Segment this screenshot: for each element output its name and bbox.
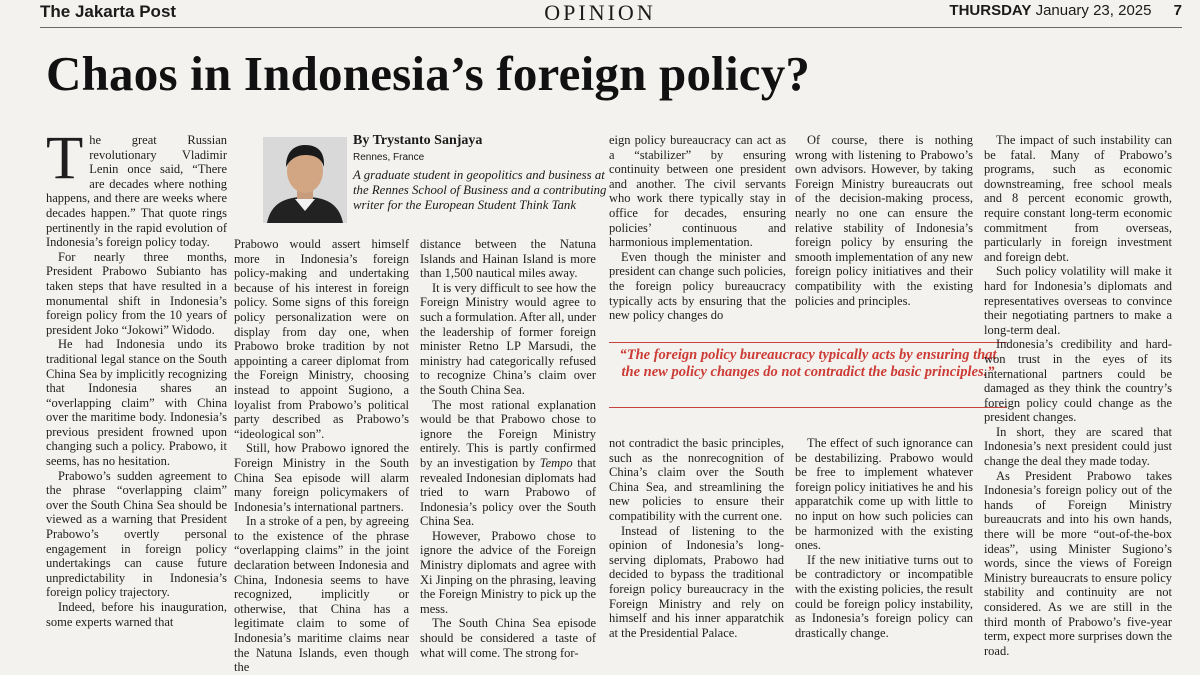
article-paragraph: If the new initiative turns out to be contradictory or incompatible with the existing policies, the result could be foreign policy instability, as Indonesia’s foreign policy can drastically change. [795,552,973,640]
article-paragraph: He had Indonesia undo its traditional legal stance on the South China Sea by implicitly recognizing that Indonesia shares an “overlapping claim” with China over the maritime body. Indonesia’s previous president frowned upon changing such a policy. Prabowo, it seems, has no hesitation. [46,337,227,469]
masthead [0,0,1200,26]
author-photo [263,137,347,223]
paragraph-text: he great Russian revolutionary Vladimir Lenin once said, “There are decades where nothing happens, and there are weeks where decades happen.” That quote rings pertinently in the rapid evolution of Indonesia’s foreign policy today. [46,133,227,250]
article-paragraph: Prabowo’s sudden agreement to the phrase “overlapping claim” over the South China Sea should be viewed as a warning that President Prabowo’s overtly personal engagement in foreign policy undertakings can cause future unpredictability in Indonesia’s foreign policy trajectory. [46,468,227,600]
article-paragraph: Such policy volatility will make it hard for Indonesia’s diplomats and representatives overseas to convince their negotiating partners to make a long-term deal. [984,264,1172,337]
article-column-3 [420,237,596,660]
headline: Chaos in Indonesia’s foreign policy? [46,46,811,101]
article-paragraph: For nearly three months, President Prabowo Subianto has taken steps that have resulted in a monumental shift in Indonesia’s foreign policy from the 10 years of president Joko “Jokowi” Widodo. [46,249,227,337]
paper-name[interactable]: The Jakarta Post [40,2,177,21]
article-paragraph: Indeed, before his inauguration, some experts warned that [46,600,227,629]
issue-date [949,2,1182,19]
section-label: OPINION [544,0,656,25]
article-paragraph: As President Prabowo takes Indonesia’s foreign policy out of the hands of Foreign Ministry bureaucrats and into his own hands, there will be more “out-of-the-box ideas”, using Minister Sugiono’s words, since the views of Foreign Ministry bureaucrats to ensure policy stability and continuity are not considered. As we are still in the third month of Prabowo’s five-year term, expect more surprises down the road. [984,468,1172,658]
article-paragraph: Even though the minister and president can change such policies, the foreign policy bureaucracy typically acts by ensuring that the new policy changes do [609,249,786,323]
article-column-5-continued [795,436,973,640]
article-column-1 [46,125,227,629]
paragraph-text: The most rational explanation would be that Prabowo chose to ignore the Foreign Ministry entirely. This is partly confirmed by an investigation by [420,397,596,470]
masthead-rule [40,27,1182,28]
article-paragraph: The South China Sea episode should be considered a taste of what will come. The strong for- [420,616,596,660]
article-paragraph [46,125,227,250]
article-column-6 [984,133,1172,658]
paragraph-text: that revealed Indonesian diplomats had tried to warn Prabowo of Indonesia’s policy over the South China Sea. [420,455,597,529]
issue-date-text: January 23, 2025 [1035,2,1152,19]
author-box [233,133,608,230]
article-column-5 [795,133,973,308]
article-column-4 [609,133,786,323]
author-byline[interactable]: By Trystanto Sanjaya [353,133,483,148]
article-paragraph: However, Prabowo chose to ignore the advice of the Foreign Ministry diplomats and agree with Xi Jinping on the phrasing, leaving the Foreign Ministry to pick up the mess. [420,528,596,616]
pull-quote-text: “The foreign policy bureaucracy typically acts by ensuring that the new policy changes do not contradict the basic principles.” [619,347,997,380]
publication-name: Tempo [539,455,573,470]
article-paragraph: It is very difficult to see how the Foreign Ministry would agree to such a formulation. After all, under the leadership of former foreign minister Retno LP Marsudi, the ministry had categorically refused to recognize China’s claim over the South China Sea. [420,280,596,397]
article-paragraph: Instead of listening to the opinion of Indonesia’s long-serving diplomats, Prabowo had decided to bypass the traditional foreign policy bureaucracy in the Foreign Ministry and rely on himself and his inner apparatchik at the Presidential Palace. [609,523,784,640]
page-number: 7 [1173,2,1182,19]
article-paragraph: Indonesia’s credibility and hard-won trust in the eyes of its international partners could be damaged as they think the country’s foreign policy could change as the president changes. [984,337,1172,425]
article-paragraph: Prabowo would assert himself more in Indonesia’s foreign policy-making and undertaking because of his interest in foreign policy. Some signs of this foreign policy personalization were on display from day one, when Prabowo broke tradition by not appointing a career diplomat from the Foreign Ministry, choosing instead to appoint Sugiono, a loyalist from Prabowo’s political party described as Prabowo’s “ideological son”. [234,237,409,441]
article-paragraph: not contradict the basic principles, such as the nonrecognition of China’s claim over the South China Sea, and streamlining the new policies to ensure their compatibility with the current one. [609,436,784,523]
article-column-2 [234,237,409,675]
pull-quote [609,342,1007,408]
article-paragraph: Of course, there is nothing wrong with listening to Prabowo’s own advisors. However, by taking Foreign Ministry bureaucrats out of the decision-making process, nearly no one can ensure the relative stability of Indonesia’s foreign policy by ensuring the smooth implementation of any new foreign policy initiatives and their compatibility with the existing policies and principles. [795,133,973,308]
author-bio: A graduate student in geopolitics and business at the Rennes School of Business and a contributing writer for the European Student Think Tank [353,168,607,212]
article-paragraph: In short, they are scared that Indonesia’s next president could just change the deal they made today. [984,424,1172,469]
article-paragraph: distance between the Natuna Islands and Hainan Island is more than 1,500 nautical miles away. [420,237,596,281]
article-paragraph: In a stroke of a pen, by agreeing to the existence of the phrase “overlapping claims” in the joint declaration between Indonesia and China, Indonesia seems to have recognized, implicitly or otherwise, that China has a legitimate claim to some of Indonesia’s maritime claims near the Natuna Islands, even though the [234,514,409,675]
article-paragraph: The effect of such ignorance can be destabilizing. Prabowo would be free to implement whatever foreign policy initiatives he and his apparatchik come up with little to no input on how such policies can be harmonized with the existing ones. [795,436,973,553]
article-column-4-continued [609,436,784,640]
article-paragraph: The impact of such instability can be fatal. Many of Prabowo’s programs, such as economic downstreaming, free school meals and 8 percent economic growth, require constant long-term economic commitment from overseas, particularly in foreign investment and foreign debt. [984,133,1172,264]
article-paragraph [420,398,596,529]
author-location: Rennes, France [353,152,425,163]
article-paragraph: Still, how Prabowo ignored the Foreign Ministry in the South China Sea episode will alarm many foreign policymakers of Indonesia’s international partners. [234,441,409,514]
article-paragraph: eign policy bureaucracy can act as a “stabilizer” by ensuring continuity between one president and another. The civil servants who work there typically stay in office for decades, ensuring policies’ continuous and harmonious implementation. [609,133,786,250]
drop-cap: T [46,125,84,192]
issue-weekday: THURSDAY [949,2,1032,19]
